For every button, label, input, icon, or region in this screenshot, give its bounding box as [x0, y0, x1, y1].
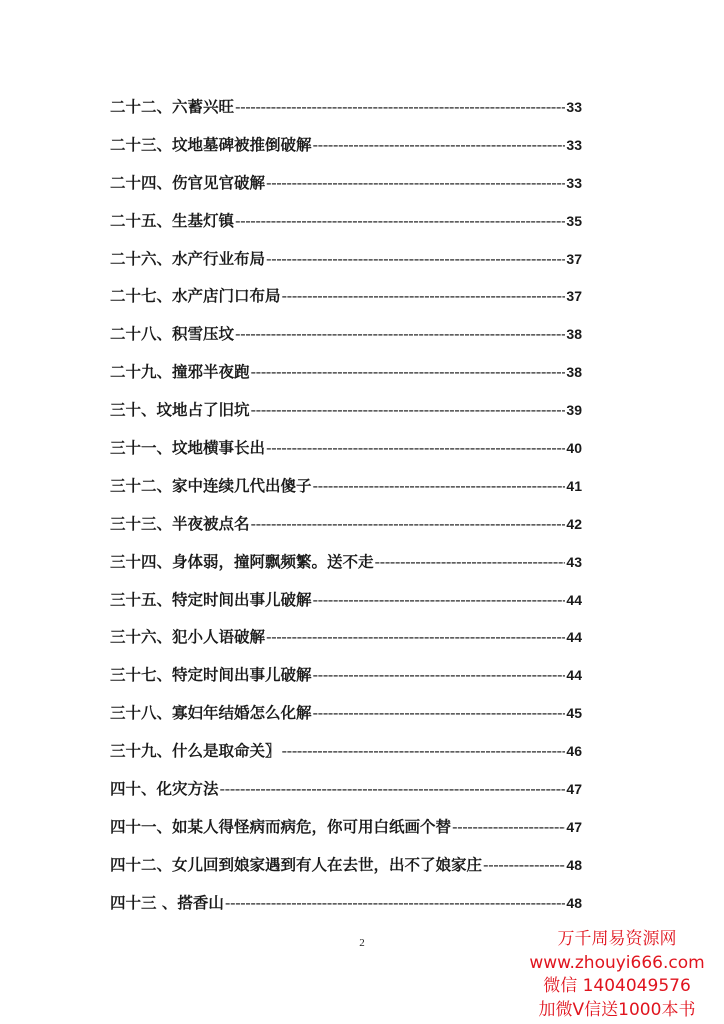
toc-entry-title: 二十四、伤官见官破解	[110, 173, 266, 192]
toc-entry	[110, 284, 582, 322]
table-of-contents	[110, 95, 582, 929]
toc-leader-dashes	[313, 477, 566, 495]
toc-entry-page: 37	[566, 250, 582, 267]
toc-leader-dashes	[235, 325, 565, 343]
toc-entry-page: 35	[566, 212, 582, 229]
toc-leader-dashes	[313, 136, 566, 154]
toc-entry	[110, 398, 582, 436]
toc-entry-title: 二十二、六蓄兴旺	[110, 98, 235, 116]
toc-entry-page: 38	[566, 326, 582, 343]
toc-entry-title: 三十、坟地占了旧坑	[110, 401, 250, 420]
toc-entry	[110, 474, 582, 512]
toc-entry-page: 46	[566, 743, 582, 760]
toc-entry-title: 四十、化灾方法	[110, 780, 219, 799]
toc-entry-title: 二十九、撞邪半夜跑	[110, 363, 250, 382]
watermark-wechat: 微信 1404049576	[543, 976, 691, 996]
toc-entry-page: 41	[566, 477, 582, 494]
toc-entry-title: 二十七、水产店门口布局	[110, 287, 281, 306]
toc-entry-title: 二十八、积雪压坟	[110, 325, 235, 344]
toc-leader-dashes	[251, 515, 566, 533]
toc-leader-dashes	[282, 287, 566, 305]
toc-entry	[110, 133, 582, 171]
toc-leader-dashes	[313, 704, 566, 722]
toc-entry-page: 44	[566, 667, 582, 684]
toc-entry	[110, 663, 582, 701]
toc-entry-title: 三十八、寡妇年结婚怎么化解	[110, 704, 312, 723]
toc-entry	[110, 360, 582, 398]
toc-leader-dashes	[483, 856, 565, 874]
toc-leader-dashes	[235, 98, 565, 116]
toc-entry-page: 47	[566, 781, 582, 798]
toc-entry-title: 三十七、特定时间出事儿破解	[110, 666, 312, 685]
toc-entry	[110, 95, 582, 133]
toc-entry-title: 四十一、如某人得怪病而病危，你可用白纸画个替	[110, 817, 452, 836]
toc-entry-title: 三十四、身体弱，撞阿飘频繁。送不走	[110, 552, 374, 571]
toc-entry	[110, 777, 582, 815]
toc-leader-dashes	[235, 212, 565, 230]
watermark-url: www.zhouyi666.com	[529, 952, 705, 973]
toc-entry	[110, 171, 582, 209]
toc-leader-dashes	[266, 174, 565, 192]
toc-leader-dashes	[251, 363, 566, 381]
toc-entry-page: 39	[566, 402, 582, 419]
toc-entry-title: 四十二、女儿回到娘家遇到有人在去世，出不了娘家庄	[110, 855, 483, 874]
toc-leader-dashes	[282, 742, 566, 760]
toc-entry	[110, 550, 582, 588]
toc-entry-title: 三十一、坟地横事长出	[110, 439, 266, 458]
toc-leader-dashes	[452, 818, 565, 836]
toc-entry-page: 44	[566, 629, 582, 646]
toc-entry-title: 三十五、特定时间出事儿破解	[110, 590, 312, 609]
toc-entry-page: 33	[566, 174, 582, 191]
toc-entry-title: 三十三、半夜被点名	[110, 514, 250, 533]
toc-entry-page: 33	[566, 136, 582, 153]
toc-entry	[110, 815, 582, 853]
toc-entry-page: 33	[566, 99, 582, 115]
toc-entry-page: 45	[566, 705, 582, 722]
toc-entry-page: 48	[566, 856, 582, 873]
toc-entry	[110, 701, 582, 739]
toc-leader-dashes	[266, 250, 565, 268]
toc-entry-title: 四十三 、搭香山	[110, 893, 224, 912]
toc-entry-page: 42	[566, 515, 582, 532]
toc-leader-dashes	[266, 628, 565, 646]
toc-entry-page: 48	[566, 894, 582, 911]
toc-leader-dashes	[225, 894, 566, 912]
toc-entry	[110, 891, 582, 929]
toc-entry	[110, 853, 582, 891]
toc-entry-title: 三十九、什么是取命关〗	[110, 742, 281, 761]
toc-entry-page: 37	[566, 288, 582, 305]
toc-entry-page: 38	[566, 364, 582, 381]
toc-entry-page: 43	[566, 553, 582, 570]
toc-entry	[110, 739, 582, 777]
page-number: 2	[359, 937, 365, 949]
watermark-site-name: 万千周易资源网	[557, 929, 677, 949]
toc-entry	[110, 209, 582, 247]
toc-leader-dashes	[266, 439, 565, 457]
toc-entry-title: 二十五、生基灯镇	[110, 211, 235, 230]
toc-entry-page: 47	[566, 818, 582, 835]
toc-entry	[110, 322, 582, 360]
watermark	[510, 928, 724, 1022]
toc-leader-dashes	[251, 401, 566, 419]
toc-leader-dashes	[375, 553, 566, 571]
toc-entry-page: 40	[566, 440, 582, 457]
toc-leader-dashes	[313, 591, 566, 609]
toc-entry	[110, 512, 582, 550]
toc-entry-page: 44	[566, 591, 582, 608]
toc-entry	[110, 625, 582, 663]
toc-entry-title: 二十三、坟地墓碑被推倒破解	[110, 135, 312, 154]
toc-entry	[110, 436, 582, 474]
toc-entry	[110, 588, 582, 626]
toc-entry	[110, 247, 582, 285]
watermark-promo: 加微V信送1000本书	[538, 999, 696, 1020]
toc-leader-dashes	[220, 780, 566, 798]
toc-leader-dashes	[313, 666, 566, 684]
toc-entry-title: 二十六、水产行业布局	[110, 249, 266, 268]
toc-entry-title: 三十六、犯小人语破解	[110, 628, 266, 647]
toc-entry-title: 三十二、家中连续几代出傻子	[110, 476, 312, 495]
